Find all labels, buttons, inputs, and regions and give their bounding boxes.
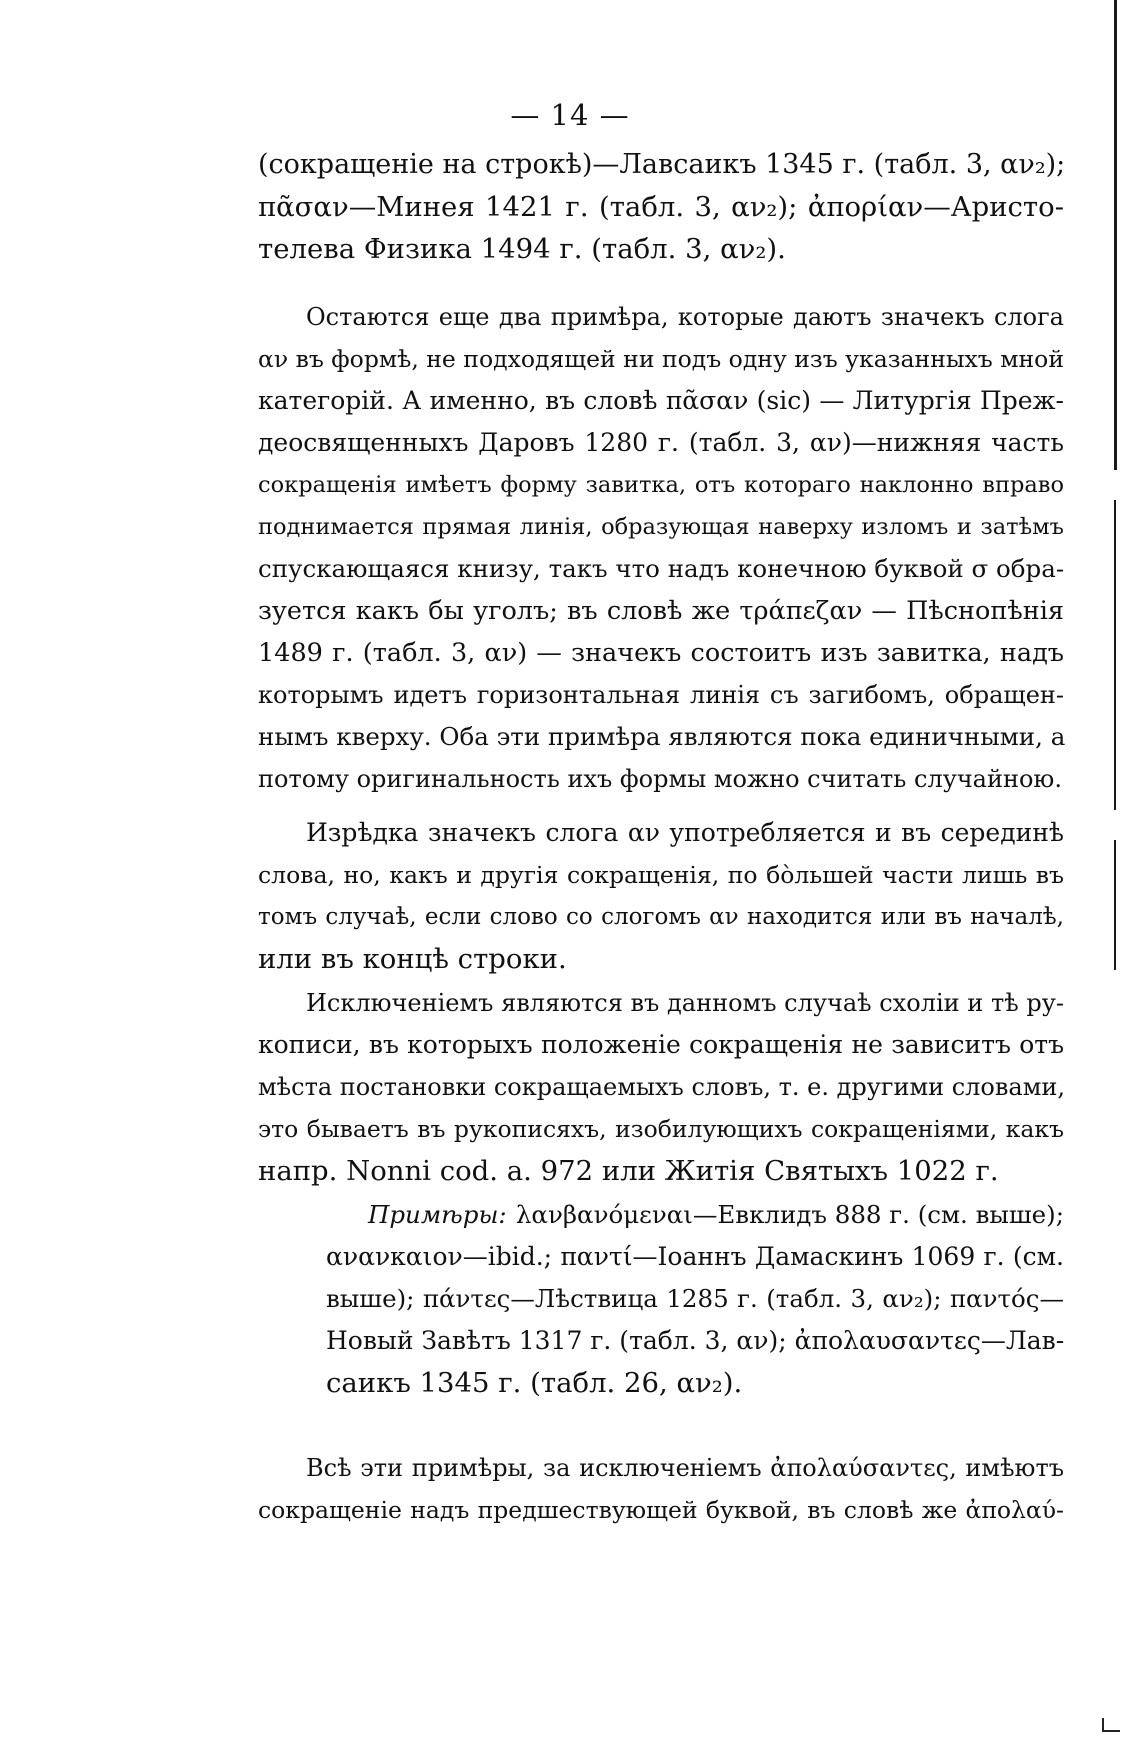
right-margin-rule (1114, 0, 1117, 470)
right-margin-rule (1114, 840, 1116, 970)
text-line: Исключеніемъ являются въ данномъ случаѣ схоліи и тѣ ру- (306, 989, 1064, 1017)
text-line: Всѣ эти примѣры, за исключеніемъ ἀπολαύσαντες, имѣютъ (306, 1454, 1064, 1482)
text-line: деосвященныхъ Даровъ 1280 г. (табл. 3, αν)—нижняя часть (258, 428, 1064, 457)
right-margin-rule (1114, 500, 1116, 810)
text-line: ανανκαιον—ibid.; παντί—Іоаннъ Дамаскинъ 1069 г. (см. (326, 1242, 1064, 1271)
text-line: нымъ кверху. Оба эти примѣра являются пока единичными, а (258, 722, 1066, 751)
page-number: — 14 — (510, 98, 630, 132)
text-line: потому оригинальность ихъ формы можно считать случайною. (258, 765, 1062, 793)
text-line: выше); πάντες—Лѣствица 1285 г. (табл. 3, αν₂); παντός— (326, 1284, 1064, 1313)
text-line: саикъ 1345 г. (табл. 26, αν₂). (326, 1367, 743, 1399)
text-line: спускающаяся книзу, такъ что надъ конечною буквой σ обра- (258, 554, 1065, 583)
text-line: Изрѣдка значекъ слога αν употребляется и въ серединѣ (306, 818, 1064, 847)
text-line: или въ концѣ строки. (258, 943, 567, 975)
text-line: Остаются еще два примѣра, которые даютъ значекъ слога (306, 303, 1064, 331)
text-line: Новый Завѣтъ 1317 г. (табл. 3, αν); ἀπολαυσαντες—Лав- (326, 1326, 1065, 1355)
text-line: сокращенія имѣетъ форму завитка, отъ котораго наклонно вправо (258, 472, 1064, 498)
corner-mark (1102, 1718, 1120, 1732)
text-line: томъ случаѣ, если слово со слогомъ αν находится или въ началѣ, (258, 904, 1064, 930)
text-line: (сокращеніе на строкѣ)—Лавсаикъ 1345 г. (табл. 3, αν₂); (258, 149, 1066, 180)
text-line: λανβανόμεναι—Евклидъ 888 г. (см. выше); (515, 1200, 1064, 1229)
text-line: напр. Nonni cod. a. 972 или Житія Святыхъ 1022 г. (258, 1155, 999, 1187)
text-line: мѣста постановки сокращаемыхъ словъ, т. е. другими словами, (258, 1073, 1065, 1101)
text-line: πᾶσαν—Минея 1421 г. (табл. 3, αν₂); ἀπορίαν—Аристо- (258, 191, 1064, 223)
text-line: телева Физика 1494 г. (табл. 3, αν₂). (258, 233, 786, 265)
text-line: поднимается прямая линія, образующая наверху изломъ и затѣмъ (258, 514, 1064, 540)
text-line: это бываетъ въ рукописяхъ, изобилующихъ сокращеніями, какъ (258, 1115, 1064, 1143)
text-line: αν въ формѣ, не подходящей ни подъ одну изъ указанныхъ мной (258, 345, 1064, 373)
text-line: 1489 г. (табл. 3, αν) — значекъ состоитъ изъ завитка, надъ (258, 638, 1064, 668)
text-line: сокращеніе надъ предшествующей буквой, въ словѣ же ἀπολαύ- (258, 1496, 1064, 1524)
examples-label: Примѣры: (368, 1200, 507, 1229)
text-line: слова, но, какъ и другія сокращенія, по бо̀льшей части лишь въ (258, 861, 1064, 889)
text-line: кописи, въ которыхъ положеніе сокращенія не зависитъ отъ (258, 1030, 1064, 1059)
text-line: зуется какъ бы уголъ; въ словѣ же τράπεζαν — Пѣснопѣнія (258, 596, 1064, 626)
text-line: которымъ идетъ горизонтальная линія съ загибомъ, обращен- (258, 681, 1064, 709)
text-line: категорій. А именно, въ словѣ πᾶσαν (sic) — Литургія Преж- (258, 386, 1064, 415)
examples-first-line (368, 1195, 1064, 1235)
